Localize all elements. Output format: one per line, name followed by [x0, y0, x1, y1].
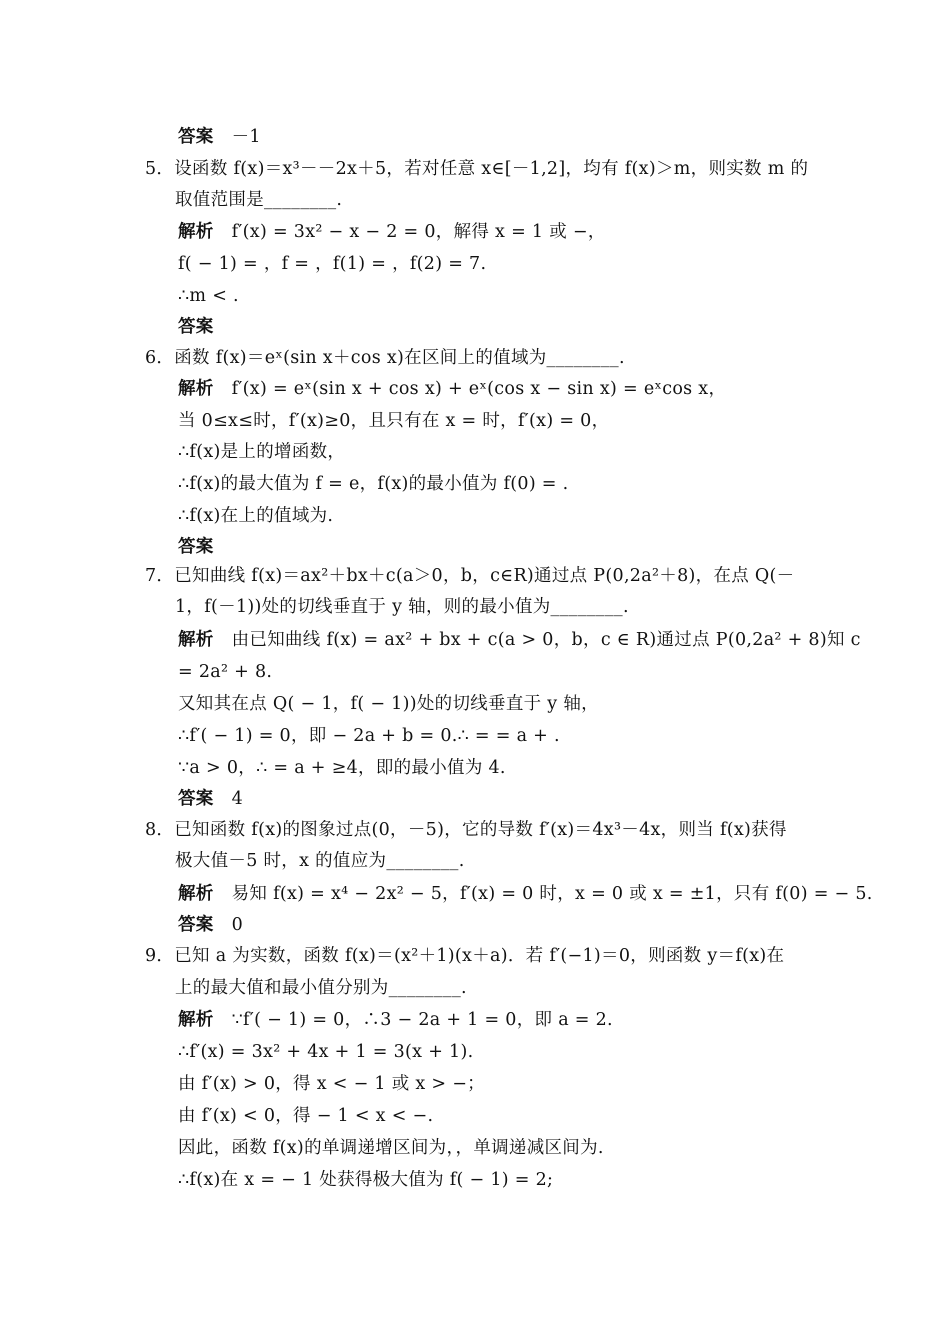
line-text: ∵f′( − 1) = 0，∴3 − 2a + 1 = 0，即 a = 2. — [231, 1010, 613, 1030]
text-line — [178, 788, 243, 810]
text-line — [178, 883, 873, 905]
text-line — [145, 158, 808, 180]
text-line — [178, 285, 239, 307]
line-text: 极大值－5 时，x 的值应为________. — [175, 851, 465, 871]
text-line — [178, 1009, 613, 1031]
text-line — [175, 850, 465, 872]
line-text: 易知 f(x) = x⁴ − 2x² − 5，f′(x) = 0 时，x = 0 或 x = ±1，只有 f(0) = − 5. — [231, 884, 873, 904]
line-text: = 2a² + 8. — [178, 662, 273, 682]
text-line — [145, 819, 787, 841]
line-text: 7．已知曲线 f(x)＝ax²＋bx＋c(a＞0，b，c∈R)通过点 P(0,2a²＋8)，在点 Q(－ — [145, 566, 795, 586]
text-line — [178, 410, 609, 432]
text-line — [178, 441, 345, 463]
text-line — [145, 565, 795, 587]
text-line — [145, 945, 784, 967]
text-line — [178, 1137, 604, 1159]
section-label: 答案 — [178, 127, 214, 147]
line-text: 0 — [231, 915, 244, 935]
text-line — [175, 977, 467, 999]
section-label: 答案 — [178, 537, 214, 557]
text-line — [178, 914, 243, 936]
line-text: 因此，函数 f(x)的单调递增区间为，，单调递减区间为. — [178, 1138, 604, 1158]
line-text: －1 — [231, 127, 261, 147]
line-text: 6．函数 f(x)＝eˣ(sin x＋cos x)在区间上的值域为________. — [145, 348, 625, 368]
section-label: 解析 — [178, 630, 214, 650]
text-line — [178, 629, 861, 651]
text-line — [178, 1073, 485, 1095]
section-label: 解析 — [178, 379, 214, 399]
line-text: 又知其在点 Q( − 1，f( − 1))处的切线垂直于 y 轴， — [178, 694, 599, 714]
text-line — [178, 536, 232, 558]
line-text: ∴f(x)是上的增函数， — [178, 442, 346, 462]
section-label: 解析 — [178, 1010, 214, 1030]
line-text: 5．设函数 f(x)＝x³－－2x＋5，若对任意 x∈[－1,2]，均有 f(x)＞m，则实数 m 的 — [145, 159, 809, 179]
text-line — [175, 596, 629, 618]
line-text: 4 — [231, 789, 244, 809]
text-line — [178, 1105, 433, 1127]
line-text: ∴f′( − 1) = 0，即 − 2a + b = 0.∴ = = a + . — [178, 726, 560, 746]
text-line — [178, 316, 232, 338]
text-line — [178, 1169, 553, 1191]
line-text: 9．已知 a 为实数，函数 f(x)＝(x²＋1)(x＋a)．若 f′(−1)＝0，则函数 y＝f(x)在 — [145, 946, 785, 966]
line-text: 取值范围是________. — [175, 190, 343, 210]
text-line — [178, 693, 599, 715]
text-line — [178, 473, 569, 495]
text-line — [145, 347, 625, 369]
line-text: 当 0≤x≤时，f′(x)≥0，且只有在 x = 时，f′(x) = 0， — [178, 411, 610, 431]
text-line — [178, 253, 486, 275]
text-line — [178, 221, 606, 243]
line-text: ∴f(x)在 x = − 1 处获得极大值为 f( − 1) = 2; — [178, 1170, 554, 1190]
text-line — [178, 378, 726, 400]
line-text: 由已知曲线 f(x) = ax² + bx + c(a > 0，b，c ∈ R)通过点 P(0,2a² + 8)知 c — [231, 630, 861, 650]
text-line — [175, 189, 342, 211]
line-text: ∴f(x)的最大值为 f = e，f(x)的最小值为 f(0) = . — [178, 474, 569, 494]
line-text: ∴f(x)在上的值域为. — [178, 506, 334, 526]
line-text: 上的最大值和最小值分别为________. — [175, 978, 467, 998]
section-label: 答案 — [178, 915, 214, 935]
text-line — [178, 1041, 473, 1063]
line-text: 8．已知函数 f(x)的图象过点(0，－5)，它的导数 f′(x)＝4x³－4x，则当 f(x)获得 — [145, 820, 787, 840]
line-text: 由 f′(x) > 0，得 x < − 1 或 x > −； — [178, 1074, 485, 1094]
text-line — [178, 126, 261, 148]
section-label: 答案 — [178, 317, 214, 337]
line-text: 由 f′(x) < 0，得 − 1 < x < −. — [178, 1106, 434, 1126]
section-label: 答案 — [178, 789, 214, 809]
line-text: 1，f(－1))处的切线垂直于 y 轴，则的最小值为________. — [175, 597, 629, 617]
text-line — [178, 725, 560, 747]
line-text: ∴f′(x) = 3x² + 4x + 1 = 3(x + 1). — [178, 1042, 474, 1062]
line-text: f′(x) = 3x² − x − 2 = 0，解得 x = 1 或 −， — [231, 222, 606, 242]
line-text: f′(x) = eˣ(sin x + cos x) + eˣ(cos x − sin x) = eˣcos x， — [231, 379, 727, 399]
line-text: ∴m < . — [178, 286, 239, 306]
line-text: f( − 1) = ，f = ，f(1) = ，f(2) = 7. — [178, 254, 487, 274]
section-label: 解析 — [178, 884, 214, 904]
text-line — [178, 661, 272, 683]
section-label: 解析 — [178, 222, 214, 242]
line-text: ∵a > 0，∴ = a + ≥4，即的最小值为 4. — [178, 758, 506, 778]
text-line — [178, 505, 333, 527]
text-line — [178, 757, 506, 779]
